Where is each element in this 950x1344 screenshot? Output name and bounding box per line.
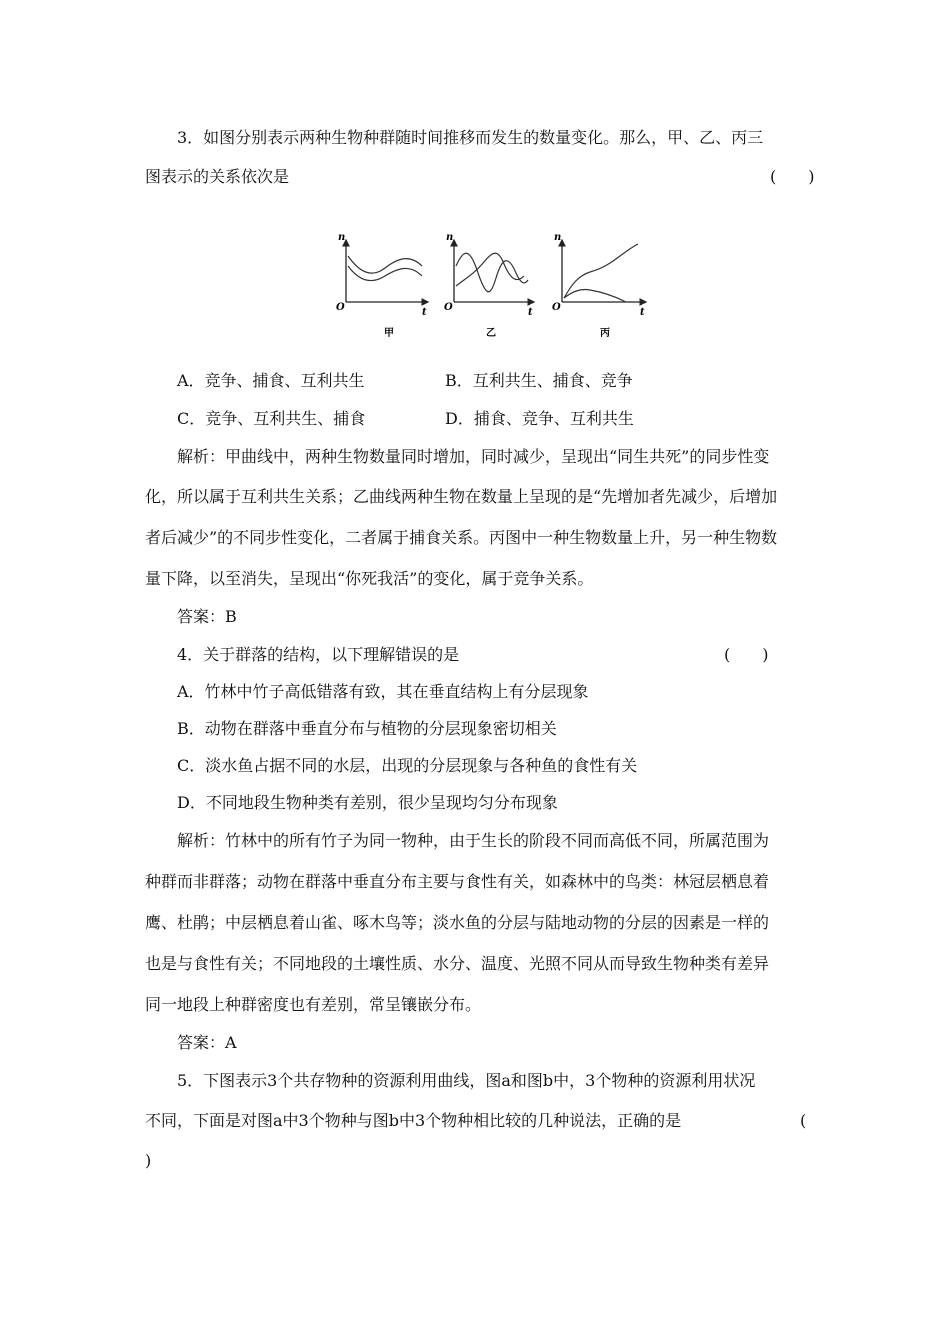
q4-analysis-line-3: 鹰、杜鹃；中层栖息着山雀、啄木鸟等；淡水鱼的分层与陆地动物的分层的因素是一样的 <box>145 913 770 932</box>
q3-option-a: A．竞争、捕食、互利共生 <box>177 371 365 390</box>
q3-analysis-line-3: 者后减少”的不同步性变化，二者属于捕食关系。丙图中一种生物数量上升，另一种生物数 <box>145 528 778 547</box>
figure-yi-caption: 乙 <box>486 328 496 339</box>
q4-answer-paren: ( ) <box>724 645 769 664</box>
figure-jia-origin: O <box>336 302 345 313</box>
figure-yi-origin: O <box>444 302 453 313</box>
figure-bing-curve-declining <box>564 289 626 302</box>
q3-answer: 答案：B <box>177 607 237 626</box>
q3-option-d: D．捕食、竞争、互利共生 <box>445 409 634 428</box>
q5-paren-close: ) <box>145 1151 152 1170</box>
figure-bing-caption: 丙 <box>600 328 610 339</box>
figure-jia-x-label: t <box>422 307 427 318</box>
q3-analysis-line-1: 解析：甲曲线中，两种生物数量同时增加，同时减少，呈现出“同生共死”的同步性变 <box>177 447 770 466</box>
figure-jia-caption: 甲 <box>384 328 394 339</box>
figure-bing <box>552 232 646 339</box>
figure-jia-curve-1 <box>348 256 422 273</box>
figure-yi-curve-predator <box>456 253 524 286</box>
q4-option-c: C．淡水鱼占据不同的水层，出现的分层现象与各种鱼的食性有关 <box>177 756 638 775</box>
figure-bing-curve-rising <box>564 244 638 298</box>
q3-figures <box>0 218 950 368</box>
figure-jia-y-label: n <box>338 232 346 243</box>
q4-option-a: A．竹林中竹子高低错落有致，其在垂直结构上有分层现象 <box>177 682 589 701</box>
q4-analysis-line-4: 也是与食性有关；不同地段的土壤性质、水分、温度、光照不同从而导致生物种类有差异 <box>145 954 770 973</box>
figure-yi <box>444 232 534 339</box>
q3-stem-line-2: 图表示的关系依次是 <box>145 167 290 186</box>
figure-bing-x-label: t <box>640 307 645 318</box>
q4-analysis-line-1: 解析：竹林中的所有竹子为同一物种，由于生长的阶段不同而高低不同，所属范围为 <box>177 831 770 850</box>
q5-stem-line-2: 不同，下面是对图a中3个物种与图b中3个物种相比较的几种说法，正确的是 <box>145 1111 682 1130</box>
q3-answer-paren: ( ) <box>770 167 815 186</box>
q4-answer: 答案：A <box>177 1033 237 1052</box>
q5-paren-open: ( <box>800 1111 807 1130</box>
q4-analysis-line-5: 同一地段上种群密度也有差别，常呈镶嵌分布。 <box>145 995 482 1014</box>
figure-yi-y-label: n <box>446 232 454 243</box>
q4-analysis-line-2: 种群而非群落；动物在群落中垂直分布主要与食性有关，如森林中的鸟类：林冠层栖息着 <box>145 872 770 891</box>
figure-yi-curve-prey <box>456 253 528 291</box>
q3-stem-line-1: 3．如图分别表示两种生物种群随时间推移而发生的数量变化。那么，甲、乙、丙三 <box>177 128 764 147</box>
q4-option-b: B．动物在群落中垂直分布与植物的分层现象密切相关 <box>177 719 557 738</box>
q3-analysis-line-4: 量下降，以至消失，呈现出“你死我活”的变化，属于竞争关系。 <box>145 569 594 588</box>
q4-option-d: D．不同地段生物种类有差别，很少呈现均匀分布现象 <box>177 793 558 812</box>
figure-jia <box>336 232 428 339</box>
q3-option-c: C．竞争、互利共生、捕食 <box>177 409 366 428</box>
q5-stem-line-1: 5．下图表示3个共存物种的资源利用曲线，图a和图b中，3个物种的资源利用状况 <box>177 1071 756 1090</box>
q3-analysis-line-2: 化，所以属于互利共生关系；乙曲线两种生物在数量上呈现的是“先增加者先减少，后增加 <box>145 487 778 506</box>
q4-stem: 4．关于群落的结构，以下理解错误的是 <box>177 645 460 664</box>
figure-bing-y-label: n <box>554 232 562 243</box>
figure-yi-x-label: t <box>528 307 533 318</box>
q3-option-b: B．互利共生、捕食、竞争 <box>445 371 633 390</box>
figure-bing-origin: O <box>552 302 561 313</box>
